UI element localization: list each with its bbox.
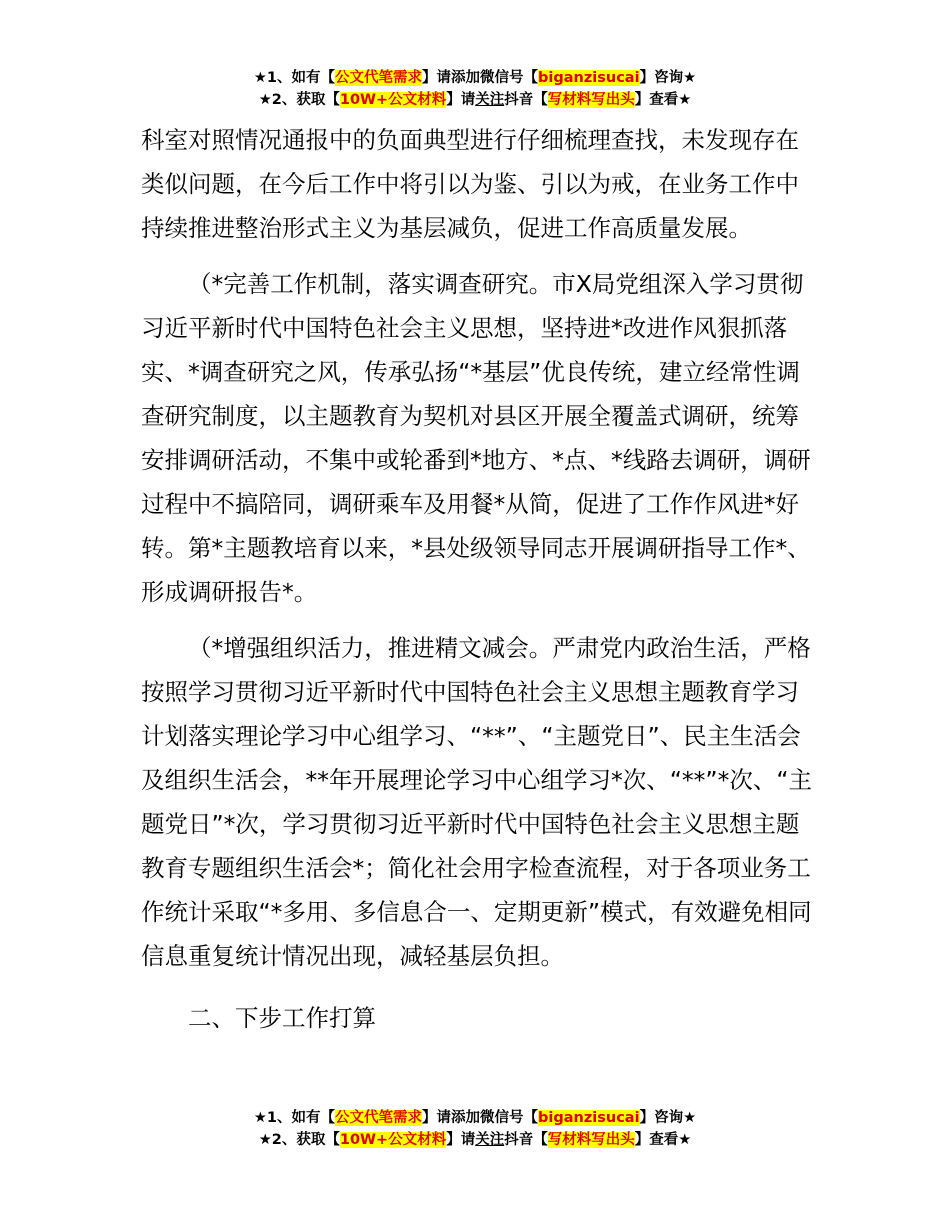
document-body (141, 118, 821, 1040)
paragraph-organization-vitality: （*增强组织活力，推进精文减会。严肃党内政治生活，严格按照学习贯彻习近平新时代中国特色社会主义思想主题教育学习计划落实理论学习中心组学习、“**”、“主题党日”、民主生活会及组织生活会，**年开展理论学习中心组学习*次、“**”*次、“主题党日”*次，学习贯彻习近平新时代中国特色社会主义思想主题教育专题组织生活会*；简化社会用字检查流程，对于各项业务工作统计采取“*多用、多信息合一、定期更新”模式，有效避免相同信息重复统计情况出现，减轻基层负担。 (141, 634, 813, 970)
paragraph-work-mechanism: （*完善工作机制，落实调查研究。市X局党组深入学习贯彻习近平新时代中国特色社会主义思想，坚持进*改进作风狠抓落实、*调查研究之风，传承弘扬“*基层”优良传统，建立经常性调查研究制度，以主题教育为契机对县区开展全覆盖式调研，统筹安排调研活动，不集中或轮番到*地方、*点、*线路去调研，调研过程中不搞陪同，调研乘车及用餐*从简，促进了工作作风进*好转。第*主题教培育以来，*县处级领导同志开展调研指导工作*、形成调研报告*。 (141, 270, 811, 606)
promo-line-2: ★2、获取【10W+公文材料】请关注抖音【写材料写出头】查看★ (258, 1132, 692, 1148)
douyin-account-highlight: 写材料写出头 (547, 1132, 635, 1148)
promo-line-2: ★2、获取【10W+公文材料】请关注抖音【写材料写出头】查看★ (258, 92, 692, 108)
promo-highlight: 10W+公文材料 (339, 1132, 447, 1148)
header-promo-banner (0, 67, 950, 111)
footer-promo-banner (0, 1107, 950, 1151)
paragraph-continuation: 科室对照情况通报中的负面典型进行仔细梳理查找，未发现存在类似问题，在今后工作中将引以为鉴、引以为戒，在业务工作中持续推进整治形式主义为基层减负，促进工作高质量发展。 (141, 126, 799, 242)
promo-highlight: 公文代笔需求 (335, 70, 423, 86)
section-heading: 二、下步工作打算 (188, 1004, 376, 1032)
promo-highlight: 公文代笔需求 (335, 1110, 423, 1126)
promo-line-1: ★1、如有【公文代笔需求】请添加微信号【biganzisucai】咨询★ (253, 70, 697, 86)
douyin-account-highlight: 写材料写出头 (547, 92, 635, 108)
wechat-id-highlight: biganzisucai (538, 70, 640, 86)
promo-line-1: ★1、如有【公文代笔需求】请添加微信号【biganzisucai】咨询★ (253, 1110, 697, 1126)
wechat-id-highlight: biganzisucai (538, 1110, 640, 1126)
promo-highlight: 10W+公文材料 (339, 92, 447, 108)
